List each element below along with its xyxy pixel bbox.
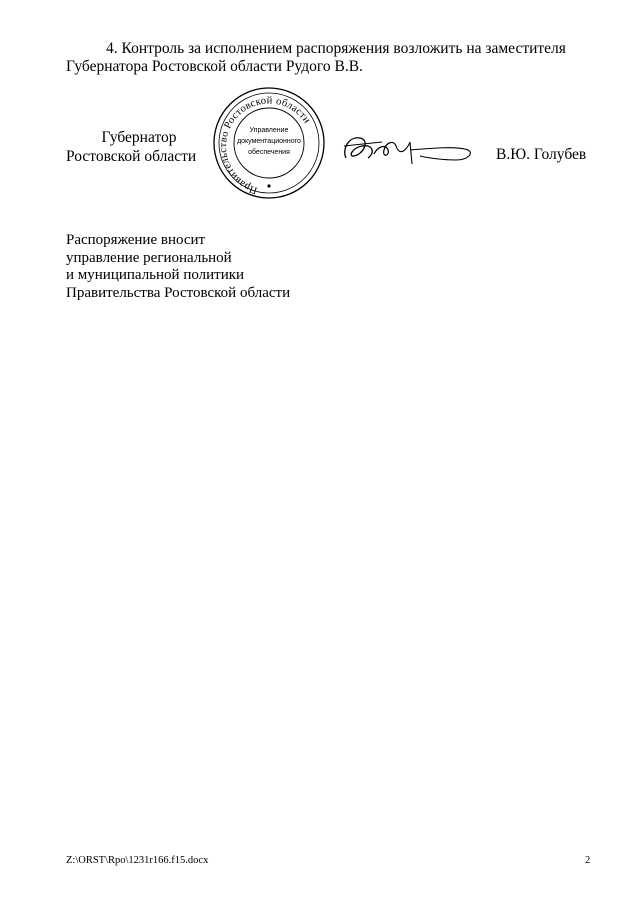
page-number: 2: [585, 855, 591, 866]
seal-inner-line-1: Управление: [249, 127, 289, 134]
paragraph-line-1: 4. Контроль за исполнением распоряжения возложить на заместителя: [106, 40, 566, 57]
issuer-line-1: Распоряжение вносит: [66, 232, 206, 248]
control-paragraph: [66, 40, 594, 76]
official-seal: [205, 85, 333, 201]
footer-file-path: Z:\ORST\Rpo\1231r166.f15.docx: [66, 855, 209, 866]
issuer-line-3: и муниципальной политики: [66, 267, 245, 283]
svg-text:Правительство Ростовской облас: [218, 95, 312, 195]
seal-inner-line-3: обеспечения: [248, 149, 290, 156]
handwritten-signature: [338, 128, 478, 168]
seal-inner-line-2: документационного: [237, 138, 301, 145]
issuer-block: [66, 232, 290, 302]
seal-dot: [267, 184, 270, 187]
paragraph-line-2: Губернатора Ростовской области Рудого В.В.: [66, 58, 363, 75]
issuer-line-4: Правительства Ростовской области: [66, 284, 291, 301]
signatory-title-line-2: Ростовской области: [66, 148, 197, 165]
signatory-title-line-1: Губернатор: [101, 129, 177, 146]
signatory-name: В.Ю. Голубев: [496, 146, 587, 163]
issuer-line-2: управление региональной: [66, 249, 232, 266]
seal-outer-text: Правительство Ростовской области: [217, 95, 313, 196]
signatory-title: [66, 128, 202, 166]
